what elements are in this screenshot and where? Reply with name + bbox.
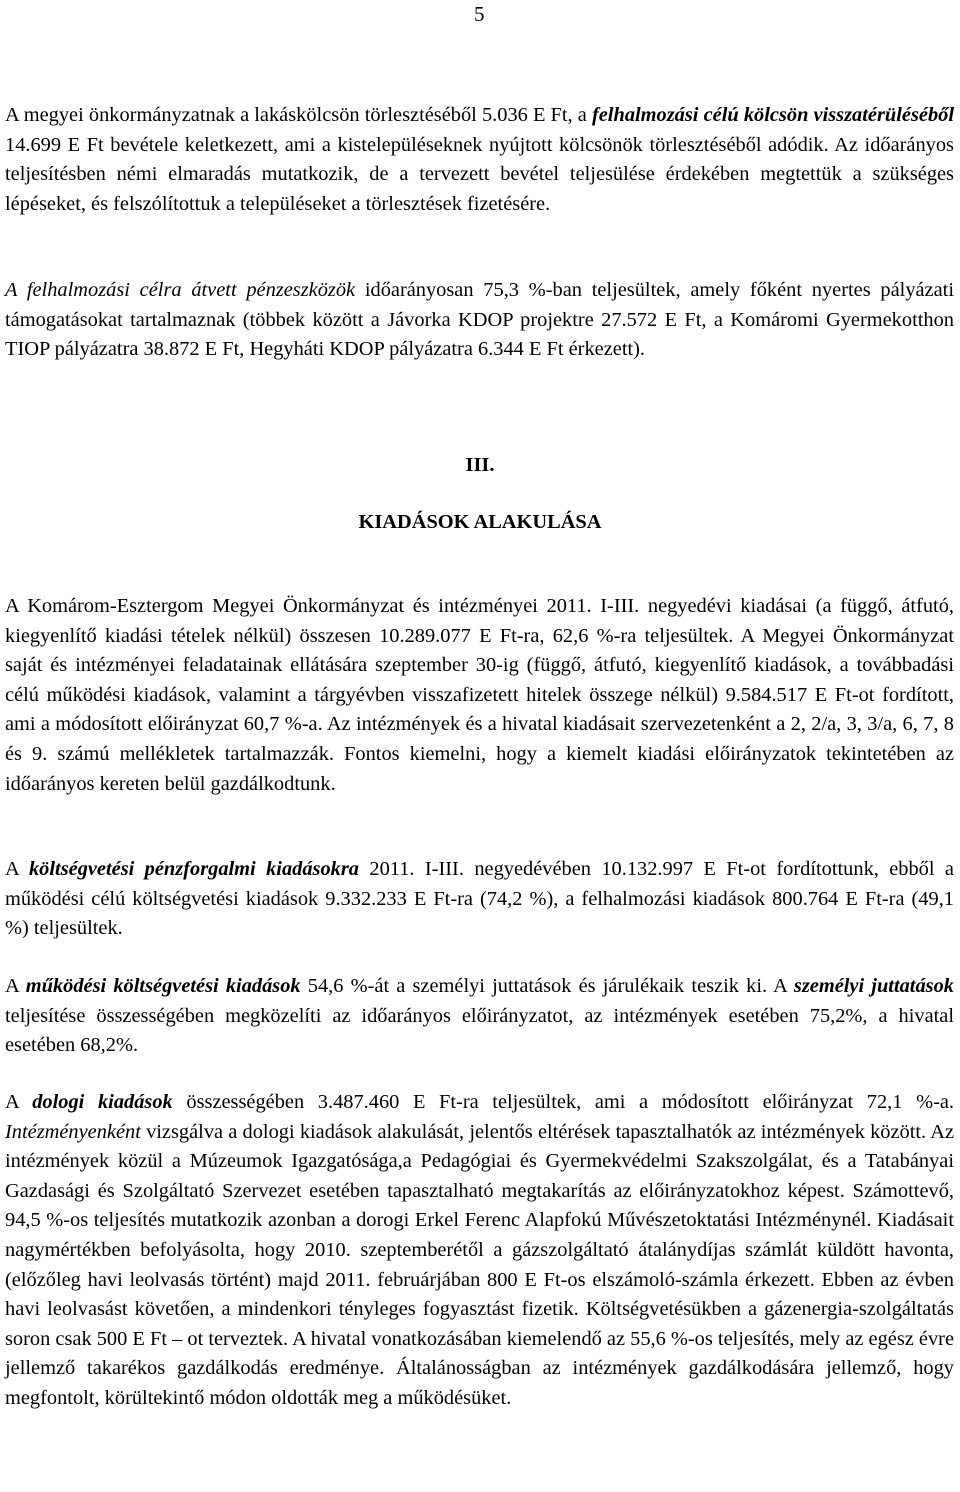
section-number: III. bbox=[465, 454, 495, 476]
emphasis-term: költségvetési pénzforgalmi kiadásokra bbox=[28, 858, 359, 880]
emphasis-term: személyi juttatások bbox=[793, 975, 954, 997]
text-span: 2011. I-III. negyedévében 10.132.997 E Ft-ot fordítottunk, ebből a működési célú költségvetési kiadások 9.332.233 E Ft-ra (74,2 %), a felhalmozási kiadások 800.764 E Ft-ra (49,1 %) teljesültek. bbox=[5, 858, 954, 940]
emphasis-term: dologi kiadások bbox=[32, 1091, 173, 1113]
emphasis-term: működési költségvetési kiadások bbox=[25, 975, 301, 997]
text-span: A Komárom-Esztergom Megyei Önkormányzat és intézményei 2011. I-III. negyedévi kiadásai (a függő, átfutó, kiegyenlítő kiadási tételek nélkül) összesen 10.289.077 E Ft-ra, 62,6 %-ra teljesültek. A Megyei Önkormányzat saját és intézményei feladatainak ellátására szeptember 30-ig (függő, átfutó, kiegyenlítő kiadások, a továbbadási célú működési kiadások, valamint a tárgyévben visszafizetett hitelek összege nélkül) 9.584.517 E Ft-ot fordított, ami a módosított előirányzat 60,7 %-a. Az intézmények és a hivatal kiadásait szervezetenként a 2, 2/a, 3, 3/a, 6, 7, 8 és 9. számú mellékletek tartalmazzák. Fontos kiemelni, hogy a kiemelt kiadási előirányzatok tekintetében az időarányos kereten belül gazdálkodtunk. bbox=[5, 595, 954, 795]
text-span: teljesítése összességében megközelíti az időarányos előirányzatot, az intézmények esetében 75,2%, a hivatal esetében 68,2%. bbox=[5, 1004, 954, 1057]
emphasis-term: A felhalmozási célra átvett pénzeszközök bbox=[5, 279, 356, 301]
text-span: összességében 3.487.460 E Ft-ra teljesültek, ami a módosított előirányzat 72,1 %-a. bbox=[172, 1091, 955, 1113]
paragraph-material-expenditure bbox=[5, 1088, 954, 1414]
emphasis-term: felhalmozási célú kölcsön visszatérüléséből bbox=[591, 104, 954, 126]
section-title: KIADÁSOK ALAKULÁSA bbox=[358, 511, 602, 533]
text-span: A bbox=[5, 858, 29, 880]
paragraph-operating-expenditure bbox=[5, 972, 954, 1061]
paragraph-expenditure-overview bbox=[5, 592, 954, 799]
paragraph-loan-repayment bbox=[5, 101, 954, 219]
text-span: vizsgálva a dologi kiadások alakulását, jelentős eltérések tapasztalhatók az intézmények között. Az intézmények közül a Múzeumok Igazgatósága,a Pedagógiai és Gyermekvédelmi Szakszolgálat, és a Tatabányai Gazdasági és Szolgáltató Szervezet esetében tapasztalható megtakarítás az előirányzatokhoz képest. Számottevő, 94,5 %-os teljesítés mutatkozik azonban a dorogi Erkel Ferenc Alapfokú Művészetoktatási Intézménynél. Kiadásait nagymértékben befolyásolta, hogy 2010. szeptemberétől a gázszolgáltató átalánydíjas számlát küldött havonta, (előzőleg havi leolvasás történt) majd 2011. februárjában 800 E Ft-os elszámoló-számla érkezett. Ebben az évben havi leolvasást követően, a mindenkori tényleges fogyasztást fizetik. Költségvetésükben a gázenergia-szolgáltatás soron csak 500 E Ft – ot terveztek. A hivatal vonatkozásában kiemelendő az 55,6 %-os teljesítés, mely az egész évre jellemző takarékos gazdálkodás eredménye. Általánosságban az intézmények gazdálkodására jellemző, hogy megfontolt, körültekintő módon oldották meg a működésüket. bbox=[5, 1120, 954, 1409]
page-number: 5 bbox=[474, 2, 485, 26]
text-span: 54,6 %-át a személyi juttatások és járulékaik teszik ki. A bbox=[300, 975, 794, 997]
paragraph-capital-transfers bbox=[5, 276, 954, 365]
emphasis-term: Intézményenként bbox=[5, 1120, 141, 1143]
text-span: 14.699 E Ft bevétele keletkezett, ami a kistelepüléseknek nyújtott kölcsönök törlesztéséből adódik. Az időarányos teljesítésben némi elmaradás mutatkozik, de a tervezett bevétel teljesülése érdekében megtettük a szükséges lépéseket, és felszólítottuk a településeket a törlesztések fizetésére. bbox=[5, 133, 954, 215]
text-span: A bbox=[5, 1091, 33, 1113]
text-span: A megyei önkormányzatnak a lakáskölcsön törlesztéséből 5.036 E Ft, a bbox=[5, 104, 592, 126]
text-span: időarányosan 75,3 %-ban teljesültek, amely főként nyertes pályázati támogatásokat tartalmaznak (többek között a Jávorka KDOP projektre 27.572 E Ft, a Komáromi Gyermekotthon TIOP pályázatra 38.872 E Ft, Hegyháti KDOP pályázatra 6.344 E Ft érkezett). bbox=[5, 279, 954, 361]
text-span: A bbox=[5, 975, 26, 997]
paragraph-cash-flow-expenditure bbox=[5, 855, 954, 944]
